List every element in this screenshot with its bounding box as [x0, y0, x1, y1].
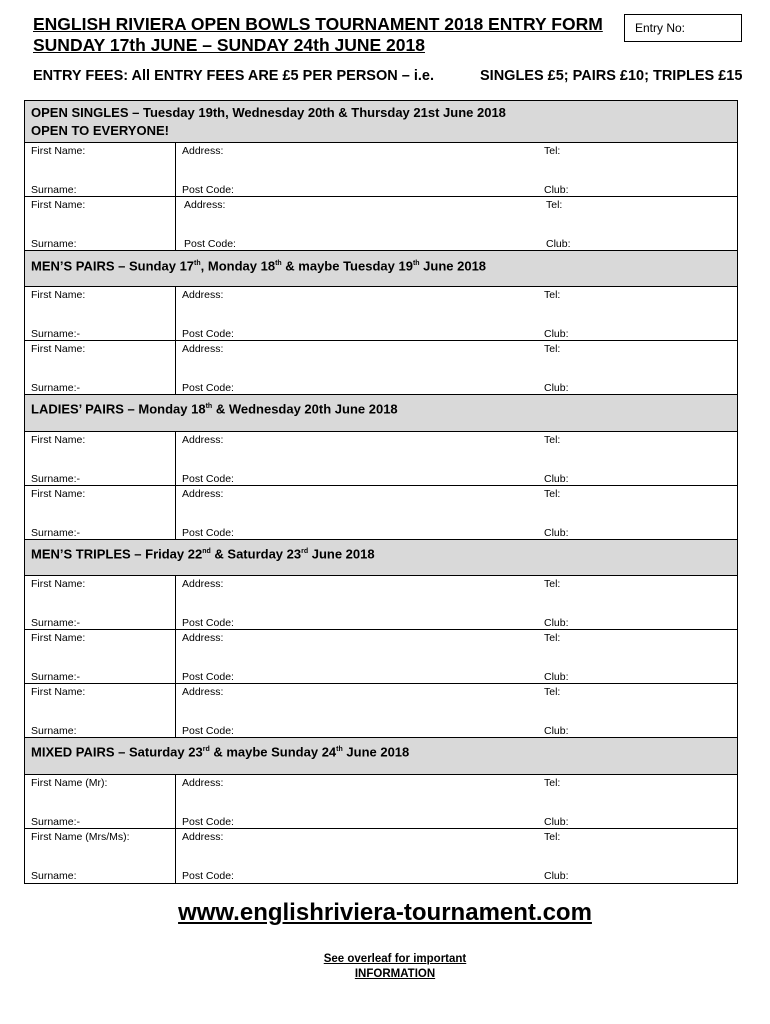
entry-row-mixed-pairs-2[interactable]	[25, 829, 737, 883]
entry-row-singles-2[interactable]	[25, 197, 737, 251]
club-label: Club:	[544, 671, 569, 683]
post-code-label: Post Code:	[182, 184, 234, 196]
title-line-2: SUNDAY 17th JUNE – SUNDAY 24th JUNE 2018	[33, 35, 425, 55]
tel-label: Tel:	[544, 777, 561, 789]
overleaf-note-line-2: INFORMATION	[354, 968, 436, 980]
entry-row-mens-pairs-2[interactable]	[25, 341, 737, 395]
tel-label: Tel:	[544, 289, 561, 301]
post-code-label: Post Code:	[182, 382, 234, 394]
club-label: Club:	[544, 870, 569, 882]
entry-row-mens-triples-3[interactable]	[25, 684, 737, 738]
address-label: Address:	[182, 343, 224, 355]
entry-row-singles-1[interactable]	[25, 143, 737, 197]
post-code-label: Post Code:	[182, 725, 234, 737]
club-label: Club:	[544, 725, 569, 737]
overleaf-note	[0, 952, 770, 982]
entry-row-ladies-pairs-1[interactable]	[25, 432, 737, 486]
tel-label: Tel:	[544, 578, 561, 590]
section-header-mens-triples: MEN’S TRIPLES – Friday 22nd & Saturday 23rd June 2018	[25, 540, 737, 576]
surname-label: Surname:	[31, 238, 77, 250]
tel-label: Tel:	[546, 199, 563, 211]
club-label: Club:	[544, 816, 569, 828]
entry-row-mens-pairs-1[interactable]	[25, 287, 737, 341]
first-name-mr-label: First Name (Mr):	[31, 777, 108, 789]
club-label: Club:	[544, 473, 569, 485]
post-code-label: Post Code:	[182, 870, 234, 882]
first-name-label: First Name:	[31, 145, 86, 157]
tournament-website-link[interactable]: www.englishriviera-tournament.com	[178, 899, 592, 926]
first-name-label: First Name:	[31, 434, 86, 446]
address-label: Address:	[182, 578, 224, 590]
tel-label: Tel:	[544, 343, 561, 355]
surname-label: Surname:	[31, 725, 77, 737]
post-code-label: Post Code:	[182, 671, 234, 683]
section-header-mixed-pairs: MIXED PAIRS – Saturday 23rd & maybe Sunday 24th June 2018	[25, 738, 737, 775]
surname-label: Surname:	[31, 870, 77, 882]
entry-row-ladies-pairs-2[interactable]	[25, 486, 737, 540]
address-label: Address:	[182, 434, 224, 446]
club-label: Club:	[544, 617, 569, 629]
post-code-label: Post Code:	[182, 816, 234, 828]
club-label: Club:	[544, 527, 569, 539]
post-code-label: Post Code:	[182, 527, 234, 539]
tel-label: Tel:	[544, 145, 561, 157]
address-label: Address:	[182, 632, 224, 644]
surname-label: Surname:-	[31, 617, 81, 629]
first-name-label: First Name:	[31, 578, 86, 590]
surname-label: Surname:-	[31, 473, 81, 485]
address-label: Address:	[182, 686, 224, 698]
form-title	[33, 14, 603, 56]
first-name-label: First Name:	[31, 686, 86, 698]
post-code-label: Post Code:	[182, 617, 234, 629]
surname-label: Surname:-	[31, 527, 81, 539]
singles-subheading: OPEN TO EVERYONE!	[31, 123, 169, 138]
tel-label: Tel:	[544, 686, 561, 698]
entry-row-mens-triples-1[interactable]	[25, 576, 737, 630]
tel-label: Tel:	[544, 632, 561, 644]
address-label: Address:	[182, 777, 224, 789]
club-label: Club:	[544, 184, 569, 196]
title-line-1: ENGLISH RIVIERA OPEN BOWLS TOURNAMENT 2018 ENTRY FORM	[33, 14, 603, 34]
surname-label: Surname:-	[31, 328, 81, 340]
first-name-label: First Name:	[31, 488, 86, 500]
post-code-label: Post Code:	[184, 238, 236, 250]
entry-number-label: Entry No:	[635, 21, 686, 35]
tel-label: Tel:	[544, 488, 561, 500]
section-header-ladies-pairs: LADIES’ PAIRS – Monday 18th & Wednesday 20th June 2018	[25, 395, 737, 432]
surname-label: Surname:-	[31, 382, 81, 394]
entry-row-mens-triples-2[interactable]	[25, 630, 737, 684]
entry-number-field[interactable]	[624, 14, 742, 42]
first-name-label: First Name:	[31, 343, 86, 355]
entry-fees-text: ENTRY FEES: All ENTRY FEES ARE £5 PER PERSON – i.e.	[33, 68, 435, 84]
tel-label: Tel:	[544, 434, 561, 446]
entry-fees-prices: SINGLES £5; PAIRS £10; TRIPLES £15	[480, 68, 743, 84]
post-code-label: Post Code:	[182, 473, 234, 485]
address-label: Address:	[182, 488, 224, 500]
entry-row-mixed-pairs-1[interactable]	[25, 775, 737, 829]
address-label: Address:	[182, 831, 224, 843]
section-header-open-singles	[25, 101, 737, 143]
first-name-label: First Name:	[31, 632, 86, 644]
surname-label: Surname:-	[31, 816, 81, 828]
address-label: Address:	[182, 145, 224, 157]
address-label: Address:	[182, 289, 224, 301]
tel-label: Tel:	[544, 831, 561, 843]
club-label: Club:	[544, 328, 569, 340]
entry-form-table	[24, 100, 738, 884]
first-name-label: First Name:	[31, 289, 86, 301]
address-label: Address:	[184, 199, 226, 211]
club-label: Club:	[546, 238, 571, 250]
section-header-mens-pairs: MEN’S PAIRS – Sunday 17th, Monday 18th & maybe Tuesday 19th June 2018	[25, 251, 737, 287]
first-name-label: First Name:	[31, 199, 86, 211]
club-label: Club:	[544, 382, 569, 394]
post-code-label: Post Code:	[182, 328, 234, 340]
first-name-mrs-label: First Name (Mrs/Ms):	[31, 831, 130, 843]
surname-label: Surname:-	[31, 671, 81, 683]
singles-heading: OPEN SINGLES – Tuesday 19th, Wednesday 20th & Thursday 21st June 2018	[31, 105, 506, 120]
overleaf-note-line-1: See overleaf for important	[323, 953, 467, 965]
surname-label: Surname:	[31, 184, 77, 196]
